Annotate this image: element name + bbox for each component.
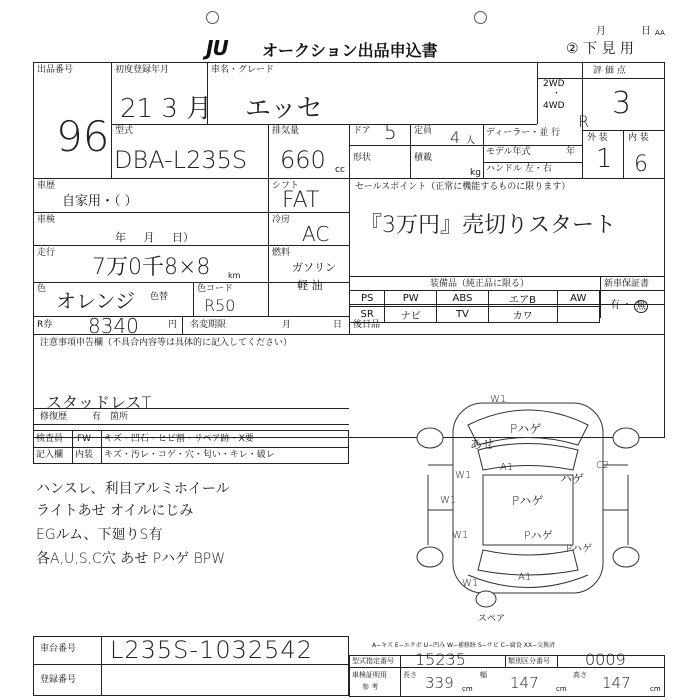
color-code: R50 — [204, 296, 236, 315]
fuel-label: 燃料 — [272, 248, 291, 258]
tax-day: 日 — [333, 320, 343, 330]
length: 339 — [425, 674, 454, 692]
date-day: 日 — [641, 26, 651, 37]
damage-mark: W1 — [440, 495, 457, 506]
damage-mark: Pハゲ — [512, 494, 544, 508]
damage-mark: Pハゲ — [510, 422, 542, 436]
inspector-label: 検査員 — [36, 434, 64, 444]
damage-mark: A1 — [500, 462, 514, 473]
shift: FAT — [282, 188, 320, 213]
lot-no-label: 出品番号 — [37, 65, 74, 75]
chassis-label: 車台番号 — [40, 644, 77, 654]
class-label: 類別区分番号 — [508, 657, 550, 665]
wheel-front-right — [613, 428, 639, 448]
spare-label: スペア — [478, 614, 506, 624]
damage-mark: あせ — [470, 437, 495, 451]
ac: AC — [302, 222, 330, 246]
new-warranty-label: 新車保証書 — [604, 279, 650, 289]
wheel-rear-right — [613, 547, 639, 567]
interior: 6 — [634, 152, 648, 177]
drive-2wd: 2WD — [543, 79, 565, 89]
notes-label: 注意事項申告欄（不具合内容等は具体的に記入してください） — [40, 338, 293, 348]
capacity: 4 — [450, 128, 461, 147]
recycle: 8340 — [88, 314, 139, 338]
width-label: 幅 — [480, 671, 487, 679]
history-label: 車歴 — [37, 181, 56, 191]
damage-mark: Pハゲ — [524, 529, 553, 542]
equip-leather: カワ — [488, 307, 557, 323]
color-change-label: 色替 — [150, 292, 169, 302]
date-suffix: AA — [655, 29, 665, 37]
first-reg-label: 初度登録年月 — [115, 65, 170, 75]
exterior: 1 — [596, 144, 613, 174]
remark-line: EGルム、下廻りS有 — [36, 527, 163, 543]
damage-mark: W1 — [455, 470, 472, 481]
after-label: 後日品 — [353, 320, 381, 330]
inspection: 年 月 日） — [115, 231, 194, 244]
class-number: 0009 — [585, 650, 626, 669]
grade-label: 評 価 点 — [593, 66, 626, 76]
notes-value: スタッドレスT — [46, 393, 152, 412]
color-label: 色 — [37, 284, 47, 294]
cert-label: 車検証明用 — [352, 671, 387, 679]
cc-unit: cc — [335, 165, 345, 175]
model: DBA-L235S — [114, 146, 248, 174]
fuel-diesel: 軽 油 — [297, 279, 323, 292]
height-unit: cm — [650, 685, 661, 693]
inspection-label: 車検 — [37, 215, 56, 225]
color-code-label: 色コード — [197, 284, 234, 294]
repair-place: 箇所 — [110, 412, 129, 422]
capacity-label: 定員 — [414, 126, 433, 136]
equip-airbag: エアB — [488, 291, 557, 307]
length-label: 長さ — [403, 671, 417, 679]
fw-items: キズ・凹石・ヒビ割・リペア跡・X要 — [104, 434, 254, 444]
entry-label: 記入欄 — [36, 450, 64, 460]
mileage-label: 走行 — [37, 248, 56, 258]
punch-hole — [474, 11, 487, 24]
displacement: 660 — [280, 146, 326, 174]
width-unit: cm — [556, 685, 567, 693]
grade: 3 — [612, 86, 632, 121]
lot-no: 96 — [56, 112, 110, 161]
repair-label: 修復歴 — [40, 412, 68, 422]
interior-check-label: 内装 — [75, 450, 94, 460]
interior-items: キズ・汚レ・コゲ・穴・匂い・キレ・破レ — [104, 450, 275, 460]
shift-label: シフト — [272, 181, 300, 191]
exterior-label: 外 装 — [587, 133, 608, 143]
shape-label: 形状 — [353, 153, 372, 163]
displacement-label: 排気量 — [272, 126, 300, 136]
form-title: オークション出品申込書 — [262, 41, 438, 60]
wheel-rear-left — [417, 547, 443, 567]
handle-label: ハンドル 左・右 — [486, 164, 552, 174]
doors: 5 — [384, 120, 397, 144]
equip-tv: TV — [437, 307, 489, 323]
punch-hole — [206, 11, 219, 24]
equip-navi: ナビ — [385, 307, 437, 323]
ac-label: 冷房 — [272, 215, 291, 225]
wheel-spare — [476, 591, 496, 607]
name-grade-label: 車名・グレード — [211, 65, 275, 75]
capacity-unit: 人 — [466, 136, 476, 146]
model-spec-label: 型式指定番号 — [352, 657, 394, 665]
equip-pw: PW — [385, 291, 437, 307]
doors-label: ドア — [353, 126, 371, 136]
model-label: 型式 — [115, 126, 134, 136]
damage-mark: A1 — [518, 572, 532, 583]
copy-label: ② 下 見 用 — [566, 41, 634, 57]
warranty-sep: ・ — [622, 300, 632, 311]
grade-note: R — [578, 112, 590, 131]
date-month: 月 — [596, 26, 606, 37]
year-unit: 年 — [566, 147, 576, 157]
height-label: 高さ — [573, 671, 587, 679]
first-reg: 21 3 月 — [120, 94, 213, 124]
equip-aw: AW — [557, 291, 599, 307]
equip-ps: PS — [350, 291, 385, 307]
km-unit: km — [228, 271, 241, 280]
damage-mark: W1 — [490, 394, 507, 405]
damage-mark: Pハゲ — [566, 544, 593, 555]
ju-logo: JU — [206, 36, 228, 60]
damage-mark: C2 — [596, 460, 610, 471]
height: 147 — [602, 674, 631, 692]
tax-label: 名変期限 — [190, 320, 227, 330]
damage-mark: W1 — [462, 578, 479, 589]
equipment-label: 装備品（純正品に限る） — [430, 279, 530, 289]
name-grade: エッセ — [245, 94, 323, 124]
remark-line: ライトあせ オイルにじみ — [36, 503, 194, 519]
fuel-gas: ガソリン — [292, 261, 336, 274]
mileage: 7万0千8×8 — [92, 255, 211, 280]
remark-line: ハンスレ、利目アルミホイール — [36, 481, 230, 497]
damage-legend: A−キズ E−エクボ U−凹み W−補修跡 S−サビ C−腐食 XX−交換済 — [372, 642, 555, 649]
tax-month: 月 — [282, 320, 292, 330]
remark-line: 各A,U,S,C穴 あせ Pハゲ BPW — [36, 551, 226, 567]
dealer-label: ディーラー・並 行 — [486, 128, 561, 138]
sales-label: セールスポイント（正常に機能するものに限ります） — [355, 182, 571, 192]
equip-empty — [557, 307, 599, 323]
length-unit: cm — [462, 685, 473, 693]
fw-label: FW — [77, 434, 92, 444]
sales: 『3万円』売切りスタート — [360, 213, 616, 238]
wheel-front-left — [417, 428, 443, 448]
kg-unit: kg — [470, 168, 481, 178]
load-label: 積載 — [414, 153, 433, 163]
model-year-label: モデル年式 — [486, 147, 531, 157]
damage-mark: ハゲ — [560, 472, 585, 486]
width: 147 — [510, 674, 539, 692]
cert-ref: 参 考 — [362, 683, 379, 691]
registration-label: 登録番号 — [40, 675, 77, 685]
repair-yes: 有 — [92, 412, 102, 422]
warranty-no: 無 — [636, 301, 646, 312]
damage-mark: W1 — [452, 530, 469, 541]
warranty-yes: 有 — [610, 300, 620, 311]
drive-dot: ・ — [552, 89, 562, 99]
chassis-number: L235S-1032542 — [110, 636, 313, 664]
color: オレンジ — [56, 289, 135, 313]
equip-sr: SR — [350, 307, 385, 323]
drive-4wd: 4WD — [543, 101, 565, 111]
interior-label: 内 装 — [628, 133, 649, 143]
recycle-label: R券 — [37, 320, 53, 330]
equip-abs: ABS — [437, 291, 489, 307]
model-spec: 15235 — [415, 650, 466, 669]
recycle-unit: 円 — [168, 320, 178, 330]
equipment-table — [349, 290, 600, 323]
history: 自家用・（ ） — [62, 194, 138, 209]
